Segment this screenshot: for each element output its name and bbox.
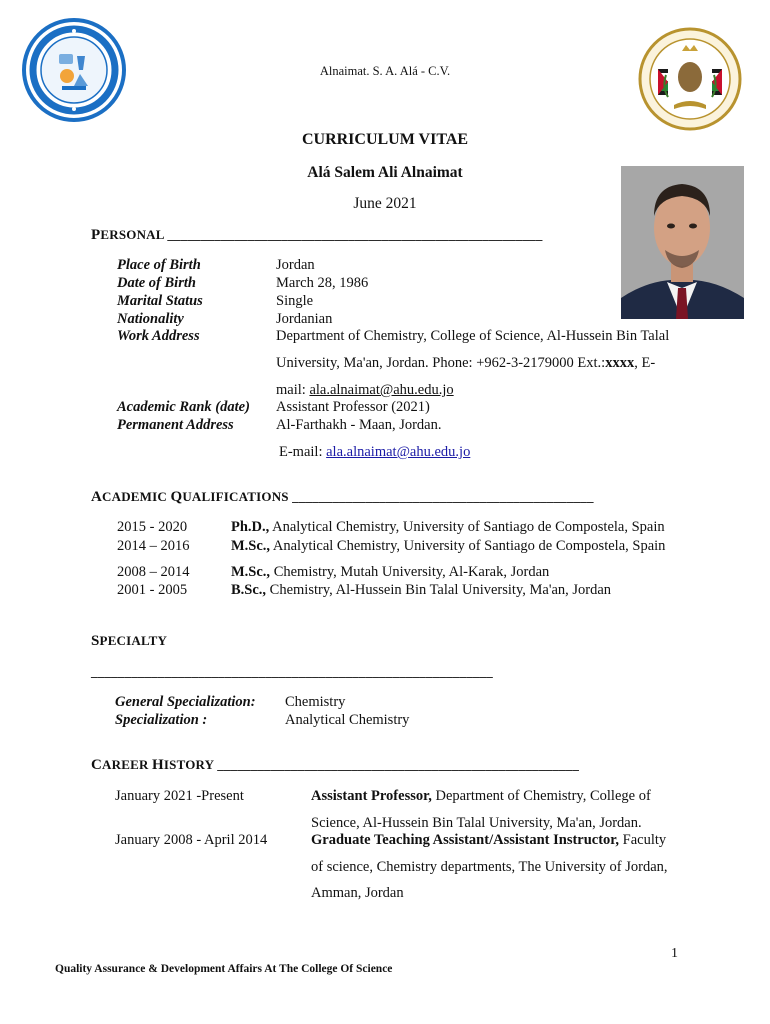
- qualification-years: 2008 – 2014: [117, 564, 190, 580]
- al-hussein-bin-talal-university-seal-icon: [638, 27, 742, 131]
- nationality-value: Jordanian: [276, 311, 333, 327]
- work-address-label: Work Address: [117, 328, 200, 344]
- profile-photo: [621, 166, 744, 319]
- qualification-entry: Ph.D., Analytical Chemistry, University of Santiago de Compostela, Spain: [231, 519, 665, 535]
- career-dates: January 2008 - April 2014: [115, 832, 268, 848]
- running-header: Alnaimat. S. A. Alá - C.V.: [319, 64, 451, 78]
- email-link[interactable]: ala.alnaimat@ahu.edu.jo: [326, 444, 471, 460]
- degree-name: Ph.D.,: [231, 519, 270, 535]
- specialization-label: Specialization :: [115, 712, 208, 728]
- cv-title: CURRICULUM VITAE: [301, 131, 469, 148]
- qualification-years: 2014 – 2016: [117, 538, 190, 554]
- qualification-entry: M.Sc., Analytical Chemistry, University of Santiago de Compostela, Spain: [231, 538, 666, 554]
- work-address-line2: University, Ma'an, Jordan. Phone: +962-3-2179000 Ext.:xxxx, E-: [276, 355, 656, 371]
- degree-name: M.Sc.,: [231, 538, 271, 554]
- place-of-birth-value: Jordan: [276, 257, 315, 273]
- career-detail-line: of science, Chemistry departments, The University of Jordan,: [311, 859, 668, 875]
- personal-heading: PERSONAL ________________________________________________________: [91, 227, 543, 243]
- nationality-label: Nationality: [117, 311, 184, 327]
- work-email-text: ala.alnaimat@ahu.edu.jo: [309, 382, 454, 398]
- page-number: 1: [671, 946, 678, 961]
- general-specialization-label: General Specialization:: [115, 694, 256, 710]
- specialization-value: Analytical Chemistry: [285, 712, 410, 728]
- footer-text: Quality Assurance & Development Affairs At The College Of Science: [55, 963, 393, 975]
- career-role: Assistant Professor,: [311, 788, 432, 804]
- marital-status-value: Single: [276, 293, 314, 309]
- permanent-address-label: Permanent Address: [117, 417, 234, 433]
- marital-status-label: Marital Status: [117, 293, 203, 309]
- specialty-heading: SPECIALTY: [91, 633, 168, 649]
- career-detail-line: Amman, Jordan: [311, 885, 404, 901]
- work-address-line1: Department of Chemistry, College of Science, Al-Hussein Bin Talal: [276, 328, 670, 344]
- specialty-rule: ____________________________________________________________: [91, 664, 493, 679]
- work-address-line3: mail: ala.alnaimat@ahu.edu.jo: [276, 382, 454, 398]
- academic-qualifications-heading: ACADEMIC QUALIFICATIONS _____________________________________________: [91, 489, 594, 505]
- career-dates: January 2021 -Present: [115, 788, 244, 804]
- career-role-line: Graduate Teaching Assistant/Assistant Instructor, Faculty: [311, 832, 667, 848]
- permanent-address-value: Al-Farthakh - Maan, Jordan.: [276, 417, 442, 433]
- qualification-years: 2001 - 2005: [117, 582, 188, 598]
- portrait-icon: [621, 166, 744, 319]
- email-line: E-mail: ala.alnaimat@ahu.edu.jo: [279, 444, 471, 460]
- qualification-years: 2015 - 2020: [117, 519, 188, 535]
- degree-name: B.Sc.,: [231, 582, 267, 598]
- date-of-birth-value: March 28, 1986: [276, 275, 369, 291]
- academic-rank-value: Assistant Professor (2021): [276, 399, 430, 415]
- university-seal-logo: [638, 27, 742, 131]
- general-specialization-value: Chemistry: [285, 694, 346, 710]
- academic-rank-label: Academic Rank (date): [117, 399, 250, 415]
- career-role: Graduate Teaching Assistant/Assistant Instructor,: [311, 832, 620, 848]
- degree-name: M.Sc.,: [231, 564, 271, 580]
- career-detail-line: Science, Al-Hussein Bin Talal University, Ma'an, Jordan.: [311, 815, 642, 831]
- qualification-entry: M.Sc., Chemistry, Mutah University, Al-Karak, Jordan: [231, 564, 550, 580]
- person-name: Alá Salem Ali Alnaimat: [307, 164, 463, 181]
- phone-extension: xxxx: [605, 355, 635, 371]
- career-history-heading: CAREER HISTORY ______________________________________________________: [91, 757, 580, 773]
- career-role-line: Assistant Professor, Department of Chemistry, College of: [311, 788, 651, 804]
- place-of-birth-label: Place of Birth: [117, 257, 201, 273]
- date-of-birth-label: Date of Birth: [117, 275, 196, 291]
- qualification-entry: B.Sc., Chemistry, Al-Hussein Bin Talal University, Ma'an, Jordan: [231, 582, 612, 598]
- cv-date: June 2021: [353, 195, 417, 212]
